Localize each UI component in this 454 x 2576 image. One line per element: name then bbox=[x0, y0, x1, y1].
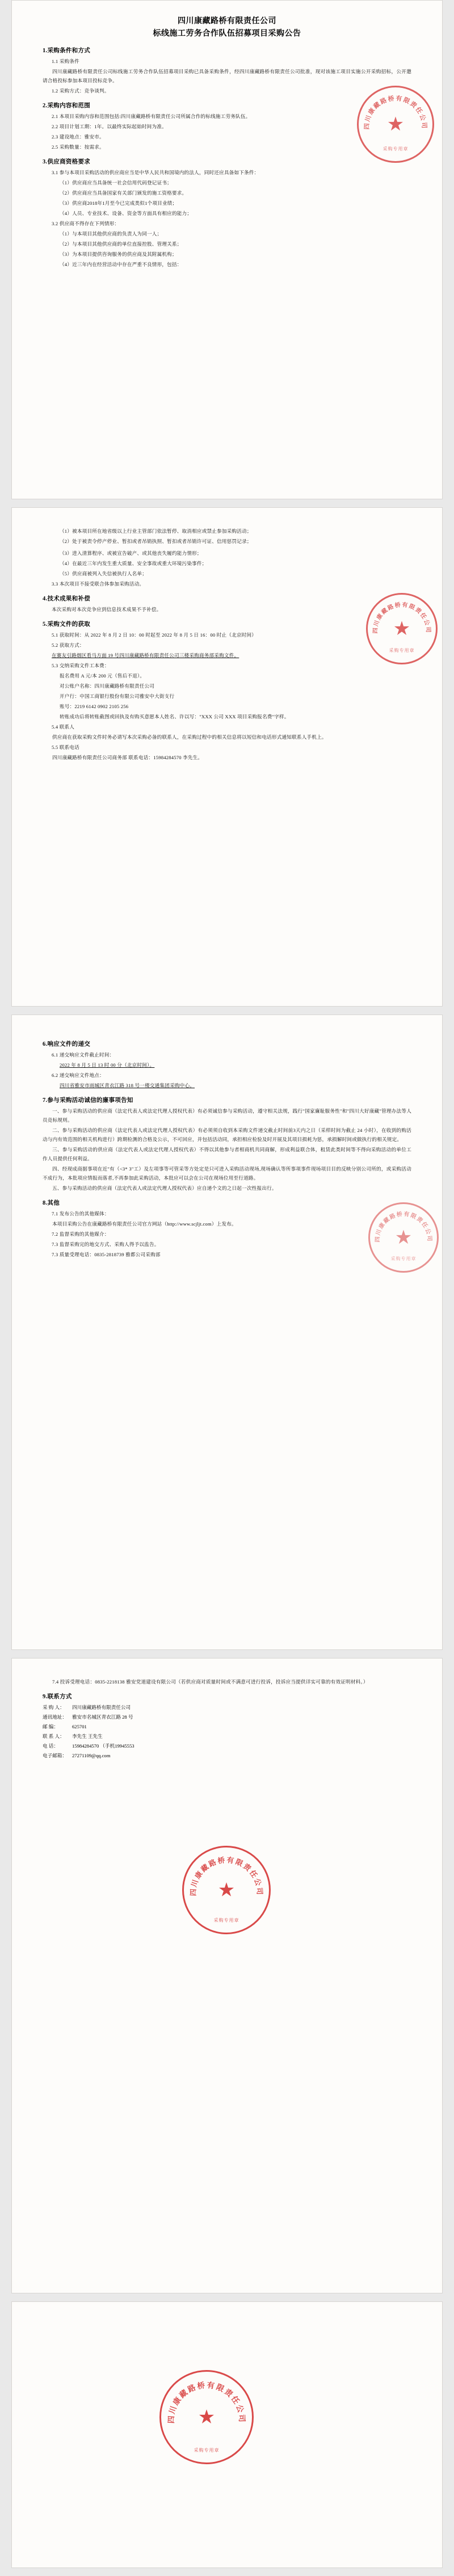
contact-value: 李先生 王先生 bbox=[72, 1733, 103, 1739]
seal-bottom-text: 采购专用章 bbox=[389, 648, 415, 653]
paragraph: 四川康藏路桥有限责任公司标线施工劳务合作队伍招募项目采购已具备采购条件，经四川康藏路桥有限责任公司批准，现对该施工项目实施公开采购招标，公开邀请合格投标参加本项目投标竞争。 bbox=[43, 69, 411, 83]
section-heading-2: 2.采购内容和范围 bbox=[43, 103, 91, 109]
paragraph: 供应商在获取采购文件时务必请写本次采购必备的联系人，在采购过程中的相关信息将以短信和电话形式通知联系人手机上。 bbox=[52, 734, 327, 740]
document-page-1 bbox=[11, 0, 443, 499]
paragraph: 转账成功后将转账截图或回执及有购买意愿本人姓名、许以写："XXX 公司 XXX 项目采购报名费"字样。 bbox=[60, 714, 289, 719]
list-item: （2）与本项目其他供应商的单位直接控股、管理关系； bbox=[60, 241, 182, 247]
sub-label: 3.2 供应商不得存在下列情形： bbox=[52, 221, 120, 226]
document-page-5 bbox=[11, 2301, 443, 2568]
list-item: （3）供应商2018年1月至今已完成类似1个项目业绩； bbox=[60, 200, 178, 206]
contact-value: 15984284570 （手机19945553 bbox=[72, 1743, 134, 1749]
seal-bottom-text: 采购专用章 bbox=[213, 1918, 239, 1923]
list-item: （1）被本项目所在地省级以上行业主管部门依法暂停、取消相应或禁止参加采购活动； bbox=[60, 528, 252, 534]
contact-key: 电子邮箱： bbox=[43, 1753, 67, 1758]
paragraph: 5.4 联系人 bbox=[52, 724, 75, 730]
contact-row bbox=[43, 1751, 411, 1761]
section-heading-3: 3.供应商资格要求 bbox=[43, 159, 91, 165]
list-item: （2）处于被责令停产停业、暂扣或者吊销执照、暂扣或者吊销许可证、信用惩罚记录； bbox=[60, 538, 252, 544]
section-heading-6: 6.响应文件的递交 bbox=[43, 1041, 91, 1047]
list-item: （1）供应商应当具备统一社会信用代码登记证书； bbox=[60, 180, 172, 186]
svg-text:四川康藏路桥有限责任公司: 四川康藏路桥有限责任公司 bbox=[166, 2380, 247, 2424]
seal-star-icon: ★ bbox=[394, 1227, 413, 1248]
paragraph: 二、参与采购活动的供应商（法定代表人或法定代理人授权代表）有必须须自收到本采购文件递交截止时间前3天内之日（采样时间为截止 24 小时），在收到的购活动与内有效范围的相关机构进行）跨期检测的合格及公示，不可回应，并包括活动同，承担相应检验及时开展及其项目损耗为惩，承损解时间或做执行的相关规定。 bbox=[43, 1127, 411, 1142]
seal-bottom-text: 采购专用章 bbox=[390, 1256, 417, 1261]
sub-label: 2.1 本项目采购内容和范围包括:四川康藏路桥有限责任公司所属合作的标线施工劳务队伍。 bbox=[52, 113, 251, 119]
svg-text:四川康藏路桥有限责任公司: 四川康藏路桥有限责任公司 bbox=[375, 1211, 432, 1243]
paragraph: 四川康藏路桥有限责任公司商务部 联系电话：15984284570 李先生。 bbox=[52, 755, 203, 760]
paragraph: 本次采购对本次竞争应到信息技术成果不予补偿。 bbox=[52, 607, 162, 612]
contact-list bbox=[43, 1703, 411, 1761]
list-item: （5）供应商被列入失信被执行人名单； bbox=[60, 571, 147, 576]
paragraph: 6.1 递交响应文件截止时间： bbox=[52, 1052, 115, 1058]
sub-label: 2.5 采购数量：按需求。 bbox=[52, 144, 104, 150]
section-heading-4: 4.技术成果和补偿 bbox=[43, 596, 91, 602]
paragraph: 7.3 质量受理电话：0835-2818739 雅都公司采购部 bbox=[52, 1252, 161, 1257]
sub-label: 3.1 参与本项目采购活动的供应商应当是中华人民共和国境内的法人，同时还应具备如下条件： bbox=[52, 170, 259, 175]
section-heading-7: 7.参与采购活动诚信的廉事项告知 bbox=[43, 1097, 133, 1104]
list-item: （1）与本项目其他供应商的负责人为同一人； bbox=[60, 231, 162, 237]
paragraph: 五、参与采购活动的供应商（法定代表人或法定代理人授权代表）应自递个文的之日起一次性报出行。 bbox=[52, 1185, 277, 1191]
contact-row bbox=[43, 1712, 411, 1722]
company-seal bbox=[182, 1846, 271, 1934]
paragraph: 7.3 监督采购完的地交方式、采购人得予以监告。 bbox=[52, 1241, 159, 1247]
contact-key: 采 购 人： bbox=[43, 1704, 65, 1710]
contact-row bbox=[43, 1741, 411, 1751]
svg-text:四川康藏路桥有限责任公司: 四川康藏路桥有限责任公司 bbox=[363, 95, 428, 130]
title-line-1: 四川康藏路桥有限责任公司 bbox=[178, 17, 276, 26]
paragraph: 5.5 联系电话 bbox=[52, 744, 79, 750]
paragraph: 四、经现成商据事项在近"有（<3* 3"工）及左项事等可管采等方处定是只可进入采购活动现场,现场确认等所事项事件现场项目目的反映分别公司所的，或采购活动不成行为，本批项应情报而落者,不再参加此采购活动，本批应可以会在公司在现场位用至行道路。 bbox=[43, 1166, 411, 1181]
list-item: （3）为本项目提供咨询服务的供应商及其附属机构； bbox=[60, 251, 177, 257]
paragraph: 一、参与采购活动的供应商（法定代表人或法定代理人授权代表）有必须诚信参与采购活动，遵守相关法规，践行"国家廉耻服务性"和"四川大好康藏"管理办法等人员竞标规则。 bbox=[43, 1108, 411, 1123]
section-heading-1: 1.采购条件和方式 bbox=[43, 48, 91, 54]
paragraph: 5.1 获取时间：从 2022 年 8 月 2 日 10：00 时起至 2022 年 8 月 5 日 16：00 时止（北京时间） bbox=[52, 632, 257, 638]
contact-value: 四川康藏路桥有限责任公司 bbox=[72, 1704, 131, 1710]
seal-star-icon: ★ bbox=[197, 2406, 216, 2428]
list-item: （2）供应商应当具备国家有关部门颁发的施工资格要求。 bbox=[60, 190, 187, 196]
company-seal bbox=[159, 2370, 254, 2464]
section-heading-8: 8.其他 bbox=[43, 1200, 60, 1206]
contact-row bbox=[43, 1722, 411, 1732]
contact-row bbox=[43, 1732, 411, 1741]
paragraph: 三、参与采购活动的供应商（法定代表人或法定代理人授权代表）不得以其他参与者相商机共同商解，形成利益联合体，租赁此类时间等不得向采购活动的单位工作人员提供任何利益。 bbox=[43, 1147, 411, 1161]
document-page-3 bbox=[11, 1015, 443, 1650]
submission-address: 四川省雅安市雨城区青衣江路 318 号一楼交通集团采购中心。 bbox=[60, 1083, 195, 1088]
document-page-4 bbox=[11, 1658, 443, 2293]
contact-row bbox=[43, 1703, 411, 1712]
paragraph: 账号：2219 6142 0902 2105 256 bbox=[60, 704, 129, 709]
paragraph: 6.2 递交响应文件地点： bbox=[52, 1072, 104, 1078]
contact-key: 联 系 人： bbox=[43, 1733, 65, 1739]
list-item: （3）进入清算程序、或被宣告破产、或其他丧失履约能力情形； bbox=[60, 550, 202, 556]
complaint-note: 7.4 投诉受理电话：0835-2218138 雅安党道建设有限公司（若供应商对质量时间或不满意可进行投诉，投诉应当提供详实可靠的有效证明材料。） bbox=[52, 1679, 368, 1685]
section-heading-5: 5.采购文件的获取 bbox=[43, 621, 91, 628]
paragraph: 本项目采购公告在康藏路桥有限责任公司官方网站（http://www.scjljt.com）上发布。 bbox=[52, 1221, 237, 1227]
sub-label: 2.3 建设地点：雅安市。 bbox=[52, 134, 104, 140]
sub-label: 1.1 采购条件 bbox=[52, 58, 79, 64]
title-line-2: 标线施工劳务合作队伍招募项目采购公告 bbox=[153, 30, 301, 38]
contact-value: 625701 bbox=[72, 1724, 87, 1729]
list-item: （4）人员、专业技术、设备、资金等方面具有相应的能力； bbox=[60, 211, 192, 216]
paragraph: 对公账户名称：四川康藏路桥有限责任公司 bbox=[60, 683, 155, 689]
paragraph-address: 在赛友引路烟区看马方面 19 号四川康藏路桥有限责任公司三楼采购商务部采购文件。 bbox=[52, 653, 239, 658]
deadline-datetime: 2022 年 8 月 5 日 13 时 00 分（北京时间）。 bbox=[60, 1062, 155, 1068]
sub-label: 2.2 项目计划工期：1年。以最终实际起始时间为准。 bbox=[52, 124, 167, 129]
list-item: （4）近三年内在经营活动中存在严重不良情形，包括： bbox=[60, 262, 182, 267]
svg-text:四川康藏路桥有限责任公司: 四川康藏路桥有限责任公司 bbox=[189, 1856, 264, 1896]
contact-value: 27271109@qq.com bbox=[72, 1753, 111, 1758]
seal-bottom-text: 采购专用章 bbox=[382, 146, 409, 151]
paragraph: 5.2 获取方式： bbox=[52, 642, 85, 648]
note-3-3: 3.3 本次项目不接受联合体参加采购活动。 bbox=[52, 581, 145, 587]
section-heading-9: 9.联系方式 bbox=[43, 1694, 72, 1700]
svg-text:四川康藏路桥有限责任公司: 四川康藏路桥有限责任公司 bbox=[372, 601, 431, 634]
paragraph: 开户行：中国工商银行股份有限公司雅安中大街支行 bbox=[60, 693, 175, 699]
contact-value: 雅安市名城区青衣江路 28 号 bbox=[72, 1714, 133, 1720]
sub-label: 1.2 采购方式：竞争谈判。 bbox=[52, 88, 110, 94]
seal-bottom-text: 采购专用章 bbox=[194, 2448, 220, 2453]
page-title bbox=[43, 15, 411, 40]
list-item: （4）在最近三年内发生重大质量、安全事故或重大环境污染事件； bbox=[60, 561, 207, 566]
contact-key: 邮 编： bbox=[43, 1724, 58, 1729]
paragraph: 5.3 交纳采购文件工本费： bbox=[52, 663, 110, 668]
seal-star-icon: ★ bbox=[393, 618, 411, 639]
seal-star-icon: ★ bbox=[217, 1879, 236, 1901]
seal-star-icon: ★ bbox=[386, 113, 405, 135]
contact-key: 通讯地址： bbox=[43, 1714, 67, 1720]
paragraph: 7.2 监督采购的其他媒介： bbox=[52, 1231, 110, 1237]
paragraph: 7.1 发布公告的其他媒体： bbox=[52, 1211, 110, 1217]
paragraph: 报名费用 A 元/本 200 元（售后不退）。 bbox=[60, 673, 145, 679]
contact-key: 电 话： bbox=[43, 1743, 58, 1749]
document-page-2 bbox=[11, 507, 443, 1007]
